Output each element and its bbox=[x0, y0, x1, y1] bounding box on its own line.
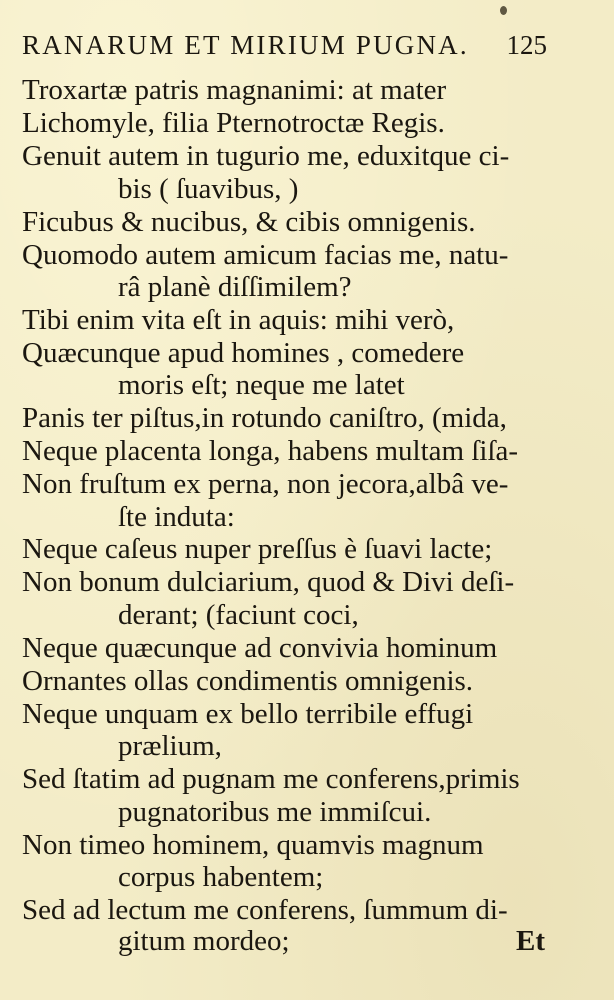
text-line: Non bonum dulciarium, quod & Divi deſi- bbox=[22, 566, 515, 598]
text-line: Neque unquam ex bello terribile effugi bbox=[22, 698, 474, 730]
text-line: ſte induta: bbox=[118, 501, 235, 533]
running-title: RANARUM ET MIRIUM PUGNA. bbox=[22, 30, 469, 60]
text-line: Quæcunque apud homines , comedere bbox=[22, 337, 465, 369]
text-line: râ planè diſſimilem? bbox=[118, 271, 352, 303]
text-line: Troxartæ patris magnanimi: at mater bbox=[22, 74, 447, 106]
text-line: bis ( ſuavibus, ) bbox=[118, 173, 299, 205]
text-line: Non timeo hominem, quamvis magnum bbox=[22, 829, 484, 861]
text-line: corpus habentem; bbox=[118, 861, 324, 893]
text-line: Non fruſtum ex perna, non jecora,albâ ve- bbox=[22, 468, 509, 500]
catchword: Et bbox=[516, 925, 545, 957]
text-line: Sed ad lectum me conferens, ſummum di- bbox=[22, 894, 508, 926]
text-line: Lichomyle, filia Pternotroctæ Regis. bbox=[22, 107, 445, 139]
text-line: Sed ſtatim ad pugnam me conferens,primis bbox=[22, 763, 520, 795]
text-line: Tibi enim vita eſt in aquis: mihi verò, bbox=[22, 304, 455, 336]
text-line: Ficubus & nucibus, & cibis omnigenis. bbox=[22, 206, 476, 238]
text-line: prælium, bbox=[118, 730, 222, 762]
text-line: pugnatoribus me immiſcui. bbox=[118, 796, 432, 828]
text-line: Neque quæcunque ad convivia hominum bbox=[22, 632, 498, 664]
text-line: Quomodo autem amicum facias me, natu- bbox=[22, 239, 509, 271]
text-line: Neque caſeus nuper preſſus è ſuavi lacte; bbox=[22, 533, 493, 565]
text-line: moris eſt; neque me latet bbox=[118, 369, 405, 401]
text-line: Panis ter piſtus,in rotundo caniſtro, (mida, bbox=[22, 402, 507, 434]
text-line: Ornantes ollas condimentis omnigenis. bbox=[22, 665, 474, 697]
text-line: derant; (faciunt coci, bbox=[118, 599, 359, 631]
page-number: 125 bbox=[506, 30, 547, 60]
text-line: Neque placenta longa, habens multam ſiſa- bbox=[22, 435, 519, 467]
text-line: gitum mordeo; bbox=[118, 925, 290, 957]
text-line: Genuit autem in tugurio me, eduxitque ci- bbox=[22, 140, 510, 172]
